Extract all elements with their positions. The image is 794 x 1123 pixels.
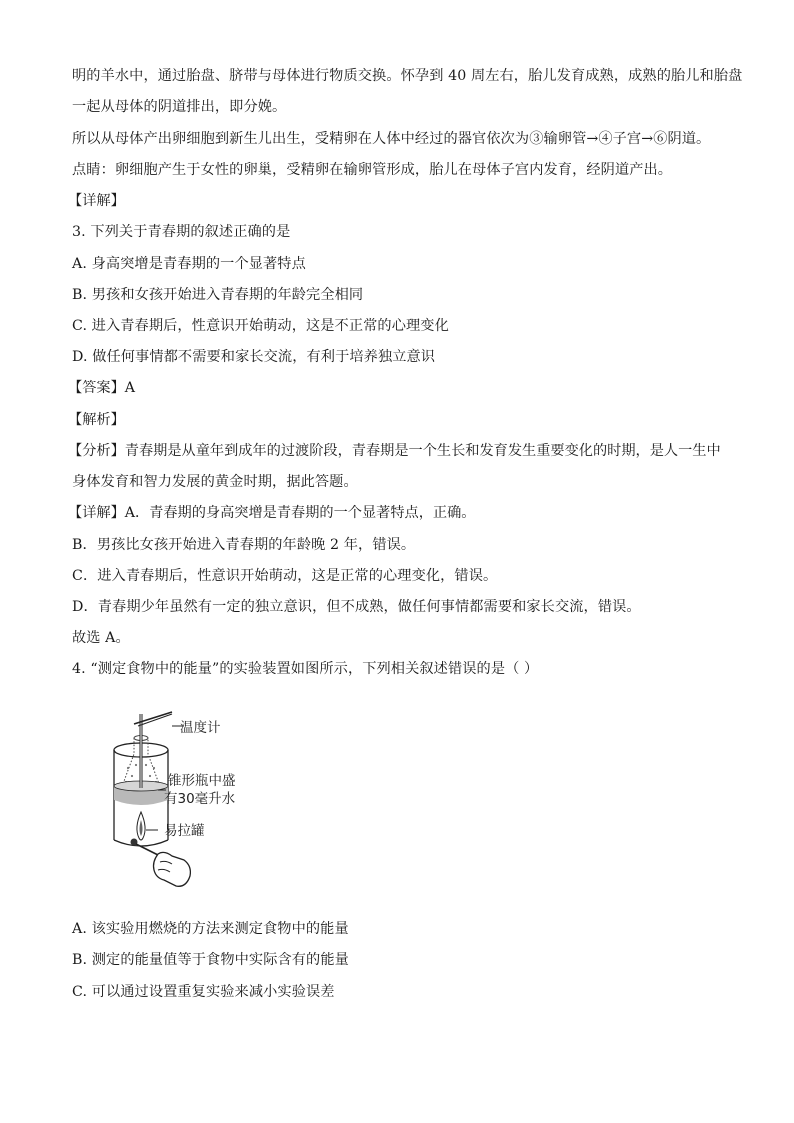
detail-tag: 【详解】: [68, 193, 125, 209]
q4-stem: 4. “测定食物中的能量”的实验装置如图所示，下列相关叙述错误的是（ ）: [72, 661, 539, 677]
label-flask-line-2: 有30毫升水: [164, 791, 236, 807]
q3-option-b: B. 男孩和女孩开始进入青春期的年龄完全相同: [72, 287, 364, 303]
q3-conclusion: 故选 A。: [72, 630, 130, 646]
q4-option-b: B. 测定的能量值等于食物中实际含有的能量: [72, 952, 349, 968]
label-can: 易拉罐: [164, 823, 205, 839]
experiment-figure: [106, 710, 266, 900]
q3-option-c: C. 进入青春期后，性意识开始萌动，这是不正常的心理变化: [72, 318, 449, 334]
q3-detail-b: B．男孩比女孩开始进入青春期的年龄晚 2 年，错误。: [72, 537, 416, 553]
intro-line-3: 所以从母体产出卵细胞到新生儿出生，受精卵在人体中经过的器官依次为③输卵管→④子宫→⑥阴道。: [72, 131, 711, 147]
q3-detail-c: C．进入青春期后，性意识开始萌动，这是正常的心理变化，错误。: [72, 568, 498, 584]
q4-option-c: C. 可以通过设置重复实验来减小实验误差: [72, 984, 335, 1000]
q3-option-d: D. 做任何事情都不需要和家长交流，有利于培养独立意识: [72, 349, 436, 365]
intro-line-2: 一起从母体的阴道排出，即分娩。: [72, 99, 287, 115]
q3-detail-a: 【详解】A．青春期的身高突增是青春期的一个显著特点，正确。: [68, 505, 476, 521]
label-flask-line-1: 锥形瓶中盛: [168, 773, 236, 789]
q3-detail-d: D．青春期少年虽然有一定的独立意识，但不成熟，做任何事情都需要和家长交流，错误。: [72, 599, 641, 615]
q3-option-a: A. 身高突增是青春期的一个显著特点: [72, 256, 306, 272]
intro-line-4: 点睛：卵细胞产生于女性的卵巢，受精卵在输卵管形成，胎儿在母体子宫内发育，经阴道产出。: [72, 162, 673, 178]
q3-analysis-line-1: 【分析】青春期是从童年到成年的过渡阶段，青春期是一个生长和发育发生重要变化的时期，是人一生中: [68, 443, 721, 459]
q3-answer: 【答案】A: [68, 380, 135, 396]
label-thermometer: 温度计: [180, 720, 221, 736]
q3-analysis-line-2: 身体发育和智力发展的黄金时期，据此答题。: [72, 474, 358, 490]
intro-line-1: 明的羊水中，通过胎盘、脐带与母体进行物质交换。怀孕到 40 周左右，胎儿发育成熟，成熟的胎儿和胎盘: [72, 68, 743, 84]
can-bottom-rim: [114, 840, 168, 846]
q3-analysis-tag: 【解析】: [68, 412, 125, 428]
q3-stem: 3. 下列关于青春期的叙述正确的是: [72, 224, 291, 240]
q4-option-a: A. 该实验用燃烧的方法来测定食物中的能量: [72, 921, 349, 937]
